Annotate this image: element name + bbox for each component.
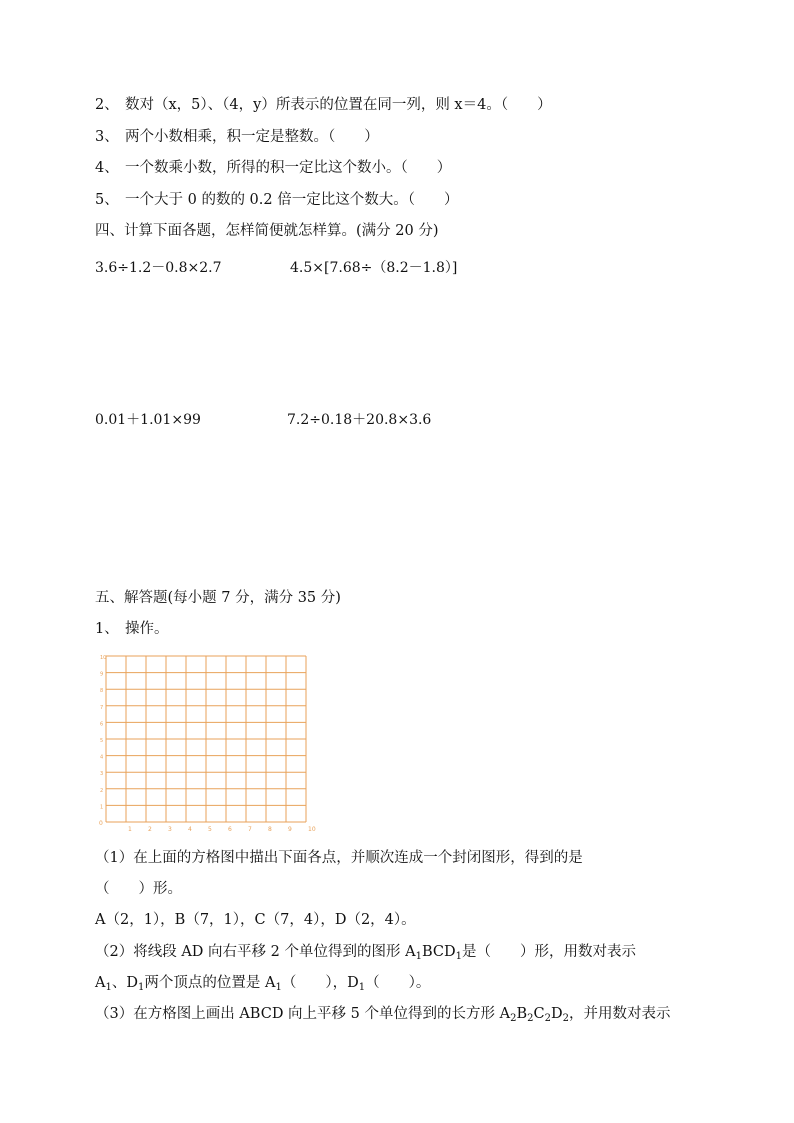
y-tick-label: 8: [100, 688, 104, 695]
item-text: 一个大于 0 的数的 0.2 倍一定比这个数大。（ ）: [125, 192, 459, 208]
y-tick-label: 9: [100, 671, 104, 678]
judge-item-4: [95, 158, 451, 178]
points-list: A（2，1），B（7，1），C（7，4），D（2，4）。: [95, 912, 416, 928]
judge-item-3: [95, 127, 379, 147]
x-tick-label: 4: [188, 826, 192, 833]
coordinate-grid[interactable]: [96, 648, 316, 838]
expression-3: 0.01＋1.01×99: [95, 412, 201, 428]
item-number: 4、: [95, 160, 119, 176]
item-text: 两个小数相乘，积一定是整数。（ ）: [125, 129, 379, 145]
y-tick-label: 2: [100, 787, 104, 794]
item-text: 数对（x，5）、（4，y）所表示的位置在同一列，则 x＝4。（ ）: [125, 97, 552, 113]
part-1-line-1: （1）在上面的方格图中描出下面各点，并顺次连成一个封闭图形，得到的是: [95, 850, 583, 866]
judge-item-2: [95, 95, 552, 115]
expression-2: 4.5×[7.68÷（8.2－1.8）]: [290, 260, 458, 276]
expression-4: 7.2÷0.18＋20.8×3.6: [287, 412, 432, 428]
item-text: 一个数乘小数，所得的积一定比这个数小。（ ）: [125, 160, 452, 176]
item-number: 5、: [95, 192, 119, 208]
section-5-title: 五、解答题(每小题 7 分，满分 35 分): [95, 590, 341, 606]
x-tick-label: 0: [99, 820, 103, 827]
item-number: 2、: [95, 97, 119, 113]
x-tick-label: 10: [308, 826, 316, 833]
y-tick-label: 7: [100, 704, 104, 711]
part-1-line-2: （ ）形。: [95, 881, 182, 897]
x-tick-label: 3: [168, 826, 172, 833]
x-tick-label: 5: [208, 826, 212, 833]
x-tick-label: 8: [268, 826, 272, 833]
y-tick-label: 10: [100, 655, 107, 661]
x-tick-label: 2: [148, 826, 152, 833]
x-tick-label: 1: [128, 826, 132, 833]
item-number: 3、: [95, 129, 119, 145]
y-tick-label: 6: [100, 721, 104, 728]
question-1: [95, 619, 169, 639]
x-tick-label: 9: [288, 826, 292, 833]
y-tick-label: 5: [100, 738, 104, 744]
judge-item-5: [95, 190, 458, 210]
y-tick-label: 4: [100, 754, 104, 761]
expression-1: 3.6÷1.2－0.8×2.7: [95, 260, 222, 276]
y-tick-label: 3: [100, 771, 104, 778]
question-text: 操作。: [125, 621, 169, 637]
section-4-title: 四、计算下面各题，怎样简便就怎样算。(满分 20 分): [95, 223, 439, 239]
part-2-line-2: $A_1$、$D_1$两个顶点的位置是 $A_1$（ ），$D_1$（ ）。: [95, 975, 431, 993]
part-2-line-1: （2）将线段 AD 向右平移 2 个单位得到的图形 $A_1BCD_1$是（ ）形，用数对表示: [95, 944, 636, 962]
x-tick-label: 7: [248, 826, 252, 833]
y-tick-label: 1: [100, 804, 104, 811]
question-number: 1、: [95, 621, 119, 637]
part-3-line-1: （3）在方格图上画出 ABCD 向上平移 5 个单位得到的长方形 $A_2B_2C_2D_2$，并用数对表示: [95, 1006, 671, 1024]
x-tick-label: 6: [228, 826, 232, 833]
